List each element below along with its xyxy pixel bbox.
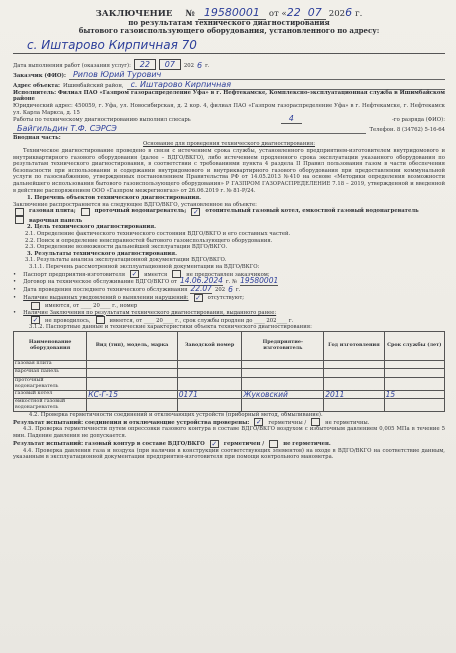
- table-header: Заводской номер: [177, 331, 242, 360]
- checkbox-43-hermetic[interactable]: ✓: [211, 439, 218, 448]
- table-row: газовая плита: [14, 360, 445, 369]
- section3-sub11: 3.1.1. Перечень рассмотренной эксплуатационной документации на ВДГО/ВКГО:: [29, 263, 260, 270]
- section2-item: 2.2. Поиск и определение неисправностей бытового газоиспользующего оборудования.: [25, 237, 273, 244]
- basis-heading: Основание для проведения технического диагностирования:: [142, 141, 316, 148]
- checkbox-violations-none[interactable]: ✓: [195, 293, 202, 302]
- basis-text: Техническое диагностирование проведено в связи с истечением срока службы, установленного предприятием-изготовителем внутридомового и внутриквартирного газового оборудования (далее – ВДГО/ВКГО), либо истечением продленного срока эксплуатации указанного оборудования по результатам технического диагностирования, в соответствии с требованиями пункта 4 раздела II Правил пользования газом в части обеспечения безопасности при использовании и содержании внутридомового и внутриквартирного газового оборудования при предоставлении коммунальной услуги по газоснабжению, утвержденных постановлением Правительства РФ от 14.05.2013 №410 на основе «Методики определения возможности дальнейшего использования бытового газоиспользующего оборудования» Р ГАЗПРОМ ГАЗОРАСПРЕДЕЛЕНИЕ 7.18 – 2019, утвержденной и введенной в действие распоряжением ООО «Газпром межрегионгаз» от 26.06.2019 г. № 81-Р/24.: [13, 147, 445, 194]
- phone-number: Телефон. 8 (34762) 5-16-64: [369, 127, 445, 134]
- checkbox-prev-none[interactable]: ✓: [32, 316, 39, 325]
- violations-date-row: имеются, от ____ 20____ г., номер: [13, 302, 445, 310]
- work-date-row: Дата выполнения работ (оказания услуг): 22 07 202 6 г.: [13, 59, 210, 71]
- section2-heading: 2. Цель технического диагностирования.: [27, 224, 157, 231]
- conclusion-year: 6: [345, 6, 353, 19]
- worker-name-row: [13, 124, 445, 134]
- object-address-handwritten: с. Иштарово Кирпичная 70: [13, 38, 445, 54]
- document-subtitle-1: по результатам технического диагностирования: [128, 18, 330, 27]
- table-header: Вид (тип), модель, марка: [87, 331, 178, 360]
- section3-heading: 3. Результаты технического диагностирования.: [27, 250, 177, 257]
- table-header: Срок службы (лет): [384, 331, 444, 360]
- prev-conclusion-options: ✓ не проводилось, имеется, от ____ 20____ г., срок службы продлен до ____ 202____ г.: [32, 316, 294, 325]
- last-service-row: • Дата проведения последнего технического обслуживания 22.07 202 6 г.: [13, 286, 445, 294]
- table-row: проточный водонагреватель: [14, 378, 445, 391]
- worker-name: Байгильдин Т.Ф. СЭРСЭ: [13, 124, 366, 134]
- work-date-month: 07: [159, 59, 181, 70]
- contract-row: • Договор на техническое обслуживание ВДГО/ВКГО от 14.06.2024 г. № 19580001: [13, 278, 445, 286]
- contract-date: 14.06.2024: [179, 276, 223, 286]
- work-date-year: 6: [196, 61, 203, 71]
- section43-text: 4.3. Проверка герметичности путем опрессовки газового контура в составе ВДГО/ВКГО воздухом с избыточным давлением 0,005 МПа в течение 5 мин. Падение давления не допускается.: [13, 426, 445, 439]
- checkbox-violations-has[interactable]: [31, 302, 40, 310]
- prev-conclusion-row: • Наличие Заключения по результатам технического диагностирования, выданного ранее:: [13, 310, 445, 317]
- section43-result: Результат испытаний: газовый контур в составе ВДГО/ВКГО ✓ герметичен / не герметичен.: [13, 439, 331, 448]
- table-row: емкостной газовый водонагреватель: [14, 399, 445, 412]
- object-address-value: с. Иштарово Кирпичная: [127, 80, 445, 90]
- equipment-table: [13, 331, 445, 412]
- section2-item: 2.3. Определение возможности дальнейшей эксплуатации ВДГО/ВКГО.: [25, 244, 228, 251]
- table-header: Предприятие-изготовитель: [242, 331, 324, 360]
- customer-row: Заказчик (ФИО): Рипов Юрий Турович: [13, 70, 445, 80]
- conclusion-number: 19580001: [198, 6, 266, 20]
- table-row: газовый котел КС-Г-15 0171 Жуковский 2011 15: [14, 390, 445, 399]
- checkbox-water-heater[interactable]: [81, 208, 90, 216]
- checkbox-panel[interactable]: [15, 216, 24, 224]
- object-address-row: Адрес объекта: Ишимбайский район, с. Иштарово Кирпичная: [13, 80, 445, 90]
- section44-text: 4.4. Проверка давления газа и воздуха (при наличии в конструкции соответствующих элементов) на входе в ВДГО/ВКГО на соответствие данным, указанным в эксплуатационной документации предприятия-изготовителя при помощи контрольного манометра.: [13, 447, 445, 461]
- checkbox-boiler[interactable]: ✓: [192, 208, 199, 217]
- last-service-date: 22.07: [190, 284, 212, 294]
- contract-number: 19580001: [240, 276, 279, 286]
- violations-row: • Наличие выданных уведомлений о выявлении нарушений: ✓ отсутствуют;: [13, 294, 445, 302]
- table-header: Наименование оборудования: [14, 331, 87, 360]
- document-title: ЗАКЛЮЧЕНИЕ № 19580001 от «22 07 2026 г.: [95, 6, 363, 19]
- worker-row: Работы по техническому диагностированию выполнил слесарь 4 -го разряда (ФИО):: [13, 114, 445, 124]
- section1-heading: 1. Перечень объектов технического диагностирования.: [27, 195, 202, 202]
- section2-item: 2.1. Определение фактического технического состояния ВДГО/ВКГО и его составных частей.: [25, 230, 291, 237]
- conclusion-day: 22: [286, 6, 301, 19]
- work-date-day: 22: [134, 59, 156, 70]
- executor-block: Исполнитель: Филиал ПАО «Газпром газораспределение Уфа» в г. Нефтекамске, Комплексно-эксплуатационная служба в Ишимбайском районе: [13, 89, 445, 103]
- section1-options: газовая плита; проточный водонагреватель; ✓ отопительный газовый котел, емкостной газовый водонагреватель: [13, 208, 445, 216]
- checkbox-gas-stove[interactable]: [15, 208, 24, 216]
- checkbox-43-not-hermetic[interactable]: [269, 440, 278, 448]
- table-header-row: [14, 331, 445, 360]
- legal-address: Юридический адрес: 450059, г. Уфа, ул. Новосибирская, д. 2 кор. 4, филиал ПАО «Газпром газораспределение Уфа» в г. Нефтекамске, г. Нефтекамск ул. Карла Маркса, д. 15: [13, 103, 445, 116]
- conclusion-month: 07: [304, 6, 326, 20]
- passport-row: • Паспорт предприятия-изготовителя ✓ имеется не предоставлен заказчиком;: [13, 270, 445, 278]
- checkbox-passport-has[interactable]: ✓: [131, 270, 138, 279]
- worker-grade: 4: [281, 116, 302, 124]
- section1-options-2: варочная панель: [13, 216, 445, 224]
- customer-name: Рипов Юрий Турович: [69, 70, 445, 80]
- section42-text: 4.2. Проверка герметичности соединений и отключающих устройств (приборный метод, обмыливание).: [29, 411, 323, 418]
- last-service-year: 6: [228, 285, 233, 295]
- section42-result: Результат испытаний: соединения и отключающие устройства проверены: ✓ герметичны / не герметичны.: [13, 418, 370, 427]
- section1-text: Заключение распространяется на следующее ВДГО/ВКГО, установленное на объекте:: [13, 201, 257, 208]
- intro-heading: Вводная часть:: [13, 134, 61, 141]
- section3-sub12: 3.1.2. Паспортные данные и технические характеристики объекта технического диагностирования:: [29, 324, 312, 331]
- checkbox-42-hermetic[interactable]: ✓: [255, 418, 262, 427]
- section3-sub1: 3.1. Результаты анализа эксплуатационной документации ВДГО/ВКГО.: [25, 257, 227, 264]
- table-row: варочная панель: [14, 369, 445, 378]
- table-header: Год изготовления: [324, 331, 384, 360]
- document-subtitle-2: бытового газоиспользующего оборудования, установленного по адресу:: [78, 26, 380, 36]
